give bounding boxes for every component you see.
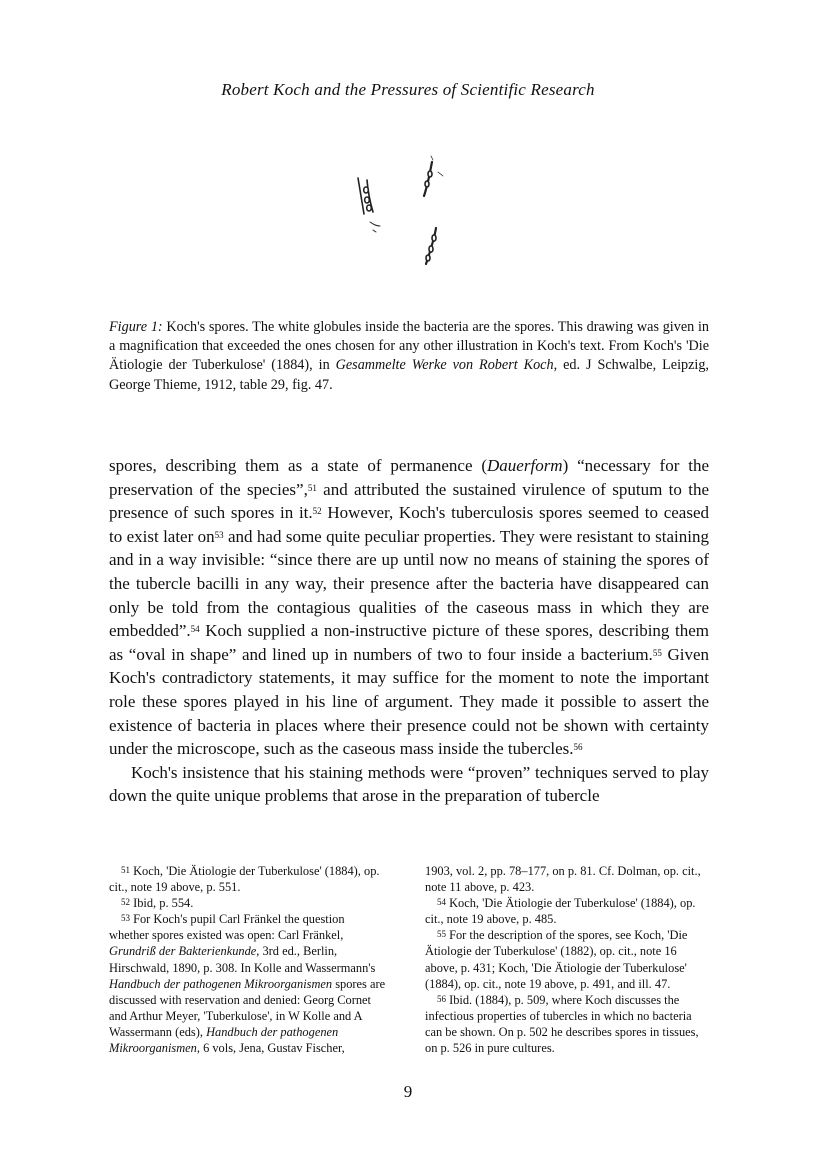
footnote-ref-51[interactable]: 51 (307, 482, 317, 493)
dauerform-term: Dauerform (487, 456, 563, 475)
caption-text: Koch's spores. The white globules inside the bacteria are the spores. This drawing was given in a magnification that exceeded the ones chosen for any other illustration in Koch's text. From Koch's 'Die Ätiologie der Tuberkulose' (1884), in (109, 319, 709, 374)
figure-label: Figure 1: (109, 319, 163, 335)
paragraph-1: spores, describing them as a state of permanence (Dauerform) “necessary for the preservation of the species”,$^{51}$ and attributed the sustained virulence of sputum to the presence of such spores in it.$^{52}$ However, Koch's tuberculosis spores seemed to ceased to exist later $on^{53}$ and had some quite peculiar properties. They were resistant to staining and in a way invisible: “since there are up until now no means of staining the spores of the tubercle bacilli in any way, their presence after the bacteria have disappeared can only be told from the contagious qualities of the caseous mass in which they are embedded”.$^{54}$ Koch supplied a non-instructive picture of these spores, describing them as “oval in shape” and lined up in numbers of two to four inside a bacterium.$^{55}$ Given Koch's contradictory statements, it may suffice for the moment to note the important role these spores played in his line of argument. They made it possible to assert the existence of bacteria in places where their presence could not be shown with certainty under the microscope, such as the caseous mass inside the tubercles.$^{56}$ (109, 456, 710, 759)
spore-4 (428, 171, 432, 177)
spore-8 (426, 255, 430, 261)
spore-6 (432, 235, 436, 241)
footnotes-left-column (109, 863, 387, 1056)
footnote-55: $^{55}$ For the description of the spores, see Koch, 'Die Ätiologie der Tuberkulose' (1882), op. cit., note 16 above, p. 431; Koch, 'Die Ätiologie der Tuberkulose' (1884), op. cit., note 19 above, p. 491, and ill. 47. (425, 928, 688, 991)
footnote-53-continued: 1903, vol. 2, pp. 78–177, on p. 81. Cf. Dolman, op. cit., note 11 above, p. 423. (425, 864, 701, 895)
spore-5 (425, 181, 429, 187)
footnote-51: $^{51}$ Koch, 'Die Ätiologie der Tuberkulose' (1884), op. cit., note 19 above, p. 551. (109, 864, 380, 895)
caption-book-title: Gesammelte Werke von Robert Koch (335, 357, 554, 374)
footnote-52: $^{52}$ Ibid, p. 554. (121, 896, 194, 911)
spore-7 (429, 246, 433, 252)
footnote-ref-53[interactable]: 53 (214, 529, 224, 540)
spore-3 (367, 205, 372, 211)
footnote-ref-54[interactable]: 54 (190, 624, 200, 635)
running-head: Robert Koch and the Pressures of Scientific Research (221, 80, 595, 99)
spore-1 (364, 187, 369, 193)
caption-tail: , ed. J Schwalbe, Leipzig, George Thieme, 1912, table 29, fig. 47. (109, 357, 709, 393)
spore-2 (365, 197, 370, 203)
koch-spores-drawing (340, 150, 470, 280)
page-number: 9 (403, 1082, 413, 1101)
footnote-54: $^{54}$ Koch, 'Die Ätiologie der Tuberkulose' (1884), op. cit., note 19 above, p. 485. (425, 896, 696, 927)
footnote-ref-55[interactable]: 55 (652, 647, 662, 658)
body-text (109, 454, 709, 808)
figure-caption (109, 318, 709, 395)
footnote-ref-56[interactable]: 56 (573, 742, 583, 753)
bacterium-3 (424, 162, 432, 196)
paragraph-2: Koch's insistence that his staining methods were “proven” techniques served to play down the quite unique problems that arose in the preparation of tubercle (109, 762, 709, 806)
footnote-56: $^{56}$ Ibid. (1884), p. 509, where Koch discusses the infectious properties of tubercles in which no bacteria can be shown. On p. 502 he describes spores in tissues, on p. 526 in pure cultures. (425, 992, 699, 1056)
footnote-53: $^{53}$ For Koch's pupil Carl Fränkel the question whether spores existed was open: Carl Fränkel, Grundriß der Bakterienkunde, 3rd ed., Berlin, Hirschwald, 1890, p. 308. In Kolle and Wassermann's Handbuch der pathogenen Mikroorganismen spores are discussed with reservation and denied: Georg Cornet and Arthur Meyer, 'Tuberkulose', in W Kolle and A Wassermann (eds), Handbuch der pathogenen Mikroorganismen, 6 vols, Jena, Gustav Fischer, (109, 912, 386, 1056)
footnote-ref-52[interactable]: 52 (312, 506, 322, 517)
bacterium-1 (358, 178, 364, 214)
footnotes-right-column (425, 863, 703, 1056)
